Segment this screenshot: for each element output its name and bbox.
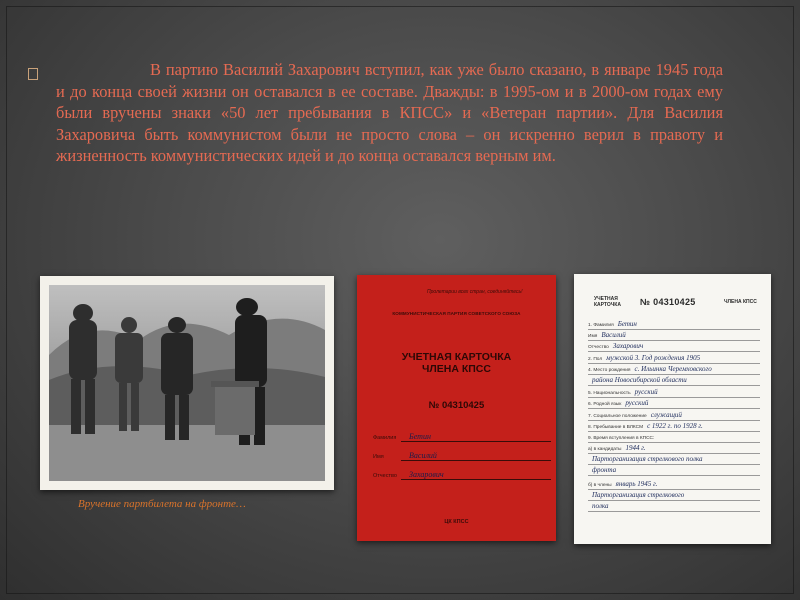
white-card-header-line: КАРТОЧКА	[594, 302, 621, 308]
white-card-line: а) в кандидаты 1944 г.	[588, 444, 760, 454]
white-card-line: Отчество Захарович	[588, 342, 760, 352]
card-field-label: Имя	[373, 454, 384, 460]
card-title-line2: ЧЛЕНА КПСС	[422, 363, 491, 375]
white-card-line: 5. Национальность русский	[588, 388, 760, 398]
card-party-name: КОММУНИСТИЧЕСКАЯ ПАРТИЯ СОВЕТСКОГО СОЮЗА	[392, 311, 521, 316]
wartime-photo	[40, 276, 334, 490]
white-card-line: района Новосибирской области	[588, 376, 760, 386]
card-field-row	[373, 451, 437, 460]
card-title	[365, 351, 548, 375]
soldiers-photo-image	[49, 285, 325, 481]
card-field-value: Бетин	[409, 432, 431, 441]
card-field-label: Отчество	[373, 473, 397, 479]
white-card-line: Имя Василий	[588, 331, 760, 341]
white-card-line: фронта	[588, 466, 760, 476]
white-card-line: 4. Место рождения с. Ильинка Черемховского	[588, 365, 760, 375]
body-paragraph	[56, 59, 723, 167]
card-field-value: Василий	[409, 451, 437, 460]
white-card-header-left	[594, 296, 621, 308]
card-field-row	[373, 432, 431, 441]
card-field-value: Захарович	[409, 470, 444, 479]
white-card-line: Парторганизация стрелкового полка	[588, 455, 760, 465]
white-card-number: № 04310425	[640, 297, 696, 307]
card-issuer: ЦК КПСС	[444, 519, 469, 525]
white-card-line: 6. Родной язык русский	[588, 399, 760, 409]
photo-caption: Вручение партбилета на фронте…	[78, 498, 246, 510]
party-card-white	[574, 274, 771, 544]
white-card-line: 2. Пол мужской 3. Год рождения 1905	[588, 354, 760, 364]
card-field-row	[373, 470, 444, 479]
white-card-line: 7. Социальное положение служащий	[588, 411, 760, 421]
white-card-header-right: ЧЛЕНА КПСС	[724, 299, 757, 305]
white-card-line: б) в члены январь 1945 г.	[588, 480, 760, 490]
card-field-label: Фамилия	[373, 435, 397, 441]
card-title-line1: УЧЕТНАЯ КАРТОЧКА	[401, 351, 512, 363]
white-card-line: полка	[588, 502, 760, 512]
white-card-header-line: УЧЕТНАЯ	[594, 296, 618, 302]
card-slogan: Пролетарии всех стран, соединяйтесь!	[427, 289, 523, 295]
card-number: № 04310425	[428, 400, 485, 411]
white-card-line: 1. Фамилия Бетин	[588, 320, 760, 330]
party-card-red	[357, 275, 556, 541]
bullet-icon	[28, 68, 38, 80]
white-card-line: 9. Время вступления в КПСС:	[588, 433, 760, 443]
body-paragraph-text: В партию Василий Захарович вступил, как уже было сказано, в январе 1945 года и до конца своей жизни он оставался в ее составе. Дважды: в 1995-ом и в 2000-ом годах ему были вручены знаки «50 лет пребывания в КПСС» и «Ветеран партии». Для Василия Захаровича быть коммунистом были не просто слова – он искренно верил в правоту и жизненность коммунистических идей и до конца оставался верным им.	[56, 60, 723, 165]
white-card-line: Парторганизация стрелкового	[588, 491, 760, 501]
white-card-line: 8. Пребывание в ВЛКСМ с 1922 г. по 1928 г.	[588, 422, 760, 432]
